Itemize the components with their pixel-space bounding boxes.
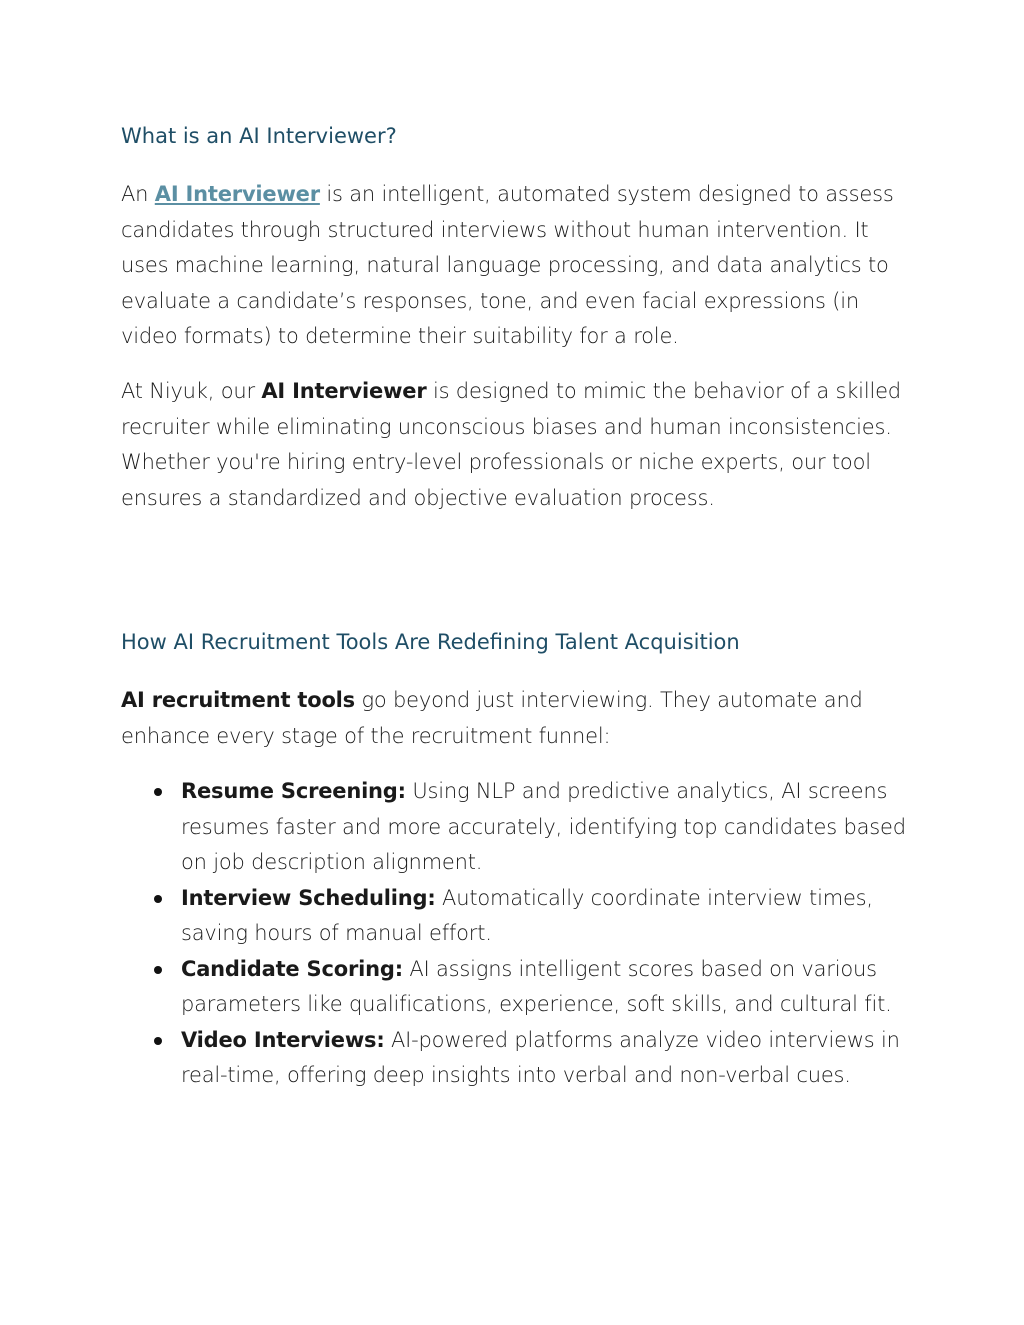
paragraph-niyuk	[121, 374, 911, 516]
list-item	[121, 881, 911, 952]
list-item	[121, 952, 911, 1023]
paragraph-intro	[121, 683, 911, 754]
paragraph-text: An	[121, 182, 155, 206]
list-item-term: Interview Scheduling:	[181, 885, 436, 910]
list-item	[121, 774, 911, 881]
list-item-text: Using NLP and predictive analytics, AI screens resumes faster and more accurately, identifying top candidates based on job description alignment.	[181, 779, 906, 874]
ai-interviewer-link[interactable]: AI Interviewer	[154, 182, 320, 206]
bold-term: AI recruitment tools	[121, 688, 355, 712]
bullet-icon	[154, 1037, 162, 1045]
list-item-term: Candidate Scoring:	[181, 956, 403, 981]
bold-term: AI Interviewer	[261, 379, 427, 403]
paragraph-text: go beyond just interviewing. They automate and enhance every stage of the recruitment funnel:	[121, 688, 863, 748]
list-item-term: Resume Screening:	[181, 779, 406, 803]
paragraph-definition	[121, 177, 911, 355]
list-item-text: AI-powered platforms analyze video interviews in real-time, offering deep insights into verbal and non-verbal cues.	[181, 1027, 900, 1087]
bullet-icon	[154, 788, 162, 796]
section-heading-ai-interviewer: What is an AI Interviewer?	[121, 124, 397, 148]
paragraph-text: At Niyuk, our	[121, 379, 262, 403]
paragraph-text: is designed to mimic the behavior of a skilled recruiter while eliminating unconscious biases and human inconsistencies. Whether you're hiring entry-level professionals or niche experts, our tool ensures a standardized and objective evaluation process.	[121, 379, 901, 510]
bullet-icon	[154, 895, 162, 903]
list-item-text: Automatically coordinate interview times, saving hours of manual effort.	[181, 885, 873, 945]
feature-list	[121, 774, 911, 1094]
list-item-text: AI assigns intelligent scores based on various parameters like qualifications, experience, soft skills, and cultural fit.	[181, 956, 892, 1016]
section-heading-ai-recruitment-tools: How AI Recruitment Tools Are Redefining Talent Acquisition	[121, 630, 740, 654]
list-item-term: Video Interviews:	[181, 1027, 385, 1052]
paragraph-text: is an intelligent, automated system designed to assess candidates through structured interviews without human intervention. It uses machine learning, natural language processing, and data analytics to evaluate a candidate’s responses, tone, and even facial expressions (in video formats) to determine their suitability for a role.	[121, 182, 894, 348]
list-item	[121, 1023, 911, 1094]
bullet-icon	[154, 966, 162, 974]
